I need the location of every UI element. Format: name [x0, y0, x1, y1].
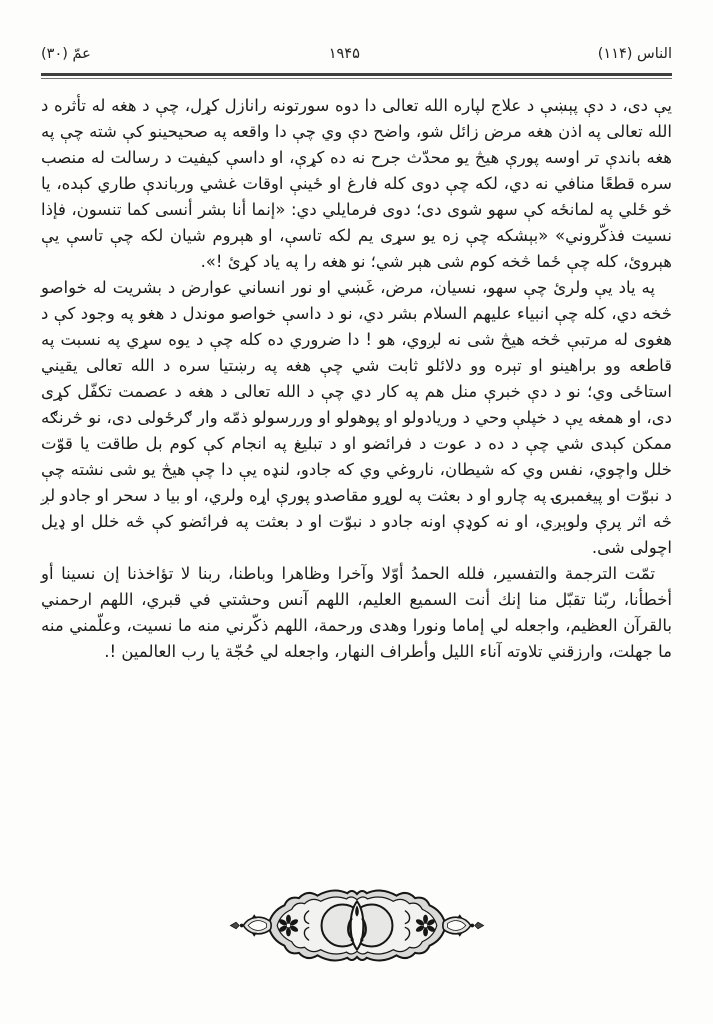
- paragraph-continuation: يې دى، د دې پېښې د علاج لپاره الله تعالى دا دوه سورتونه رانازل کړل، چې د هغه له تأثره د الله تعالى په اذن هغه مرض زائل شو، واضح دې وي چې دا واقعه په صحيحينو کې شته چې په هغه باندې تر اوسه پورې هيڅ يو محدّث جرح نه ده کړې، او داسې کيفيت د رسالت له منصب سره قطعًا منافي نه دي، لکه چې دوى کله فارغ او ځينې اوقات غشي ورباندې طاري کېده، يا څو ځلي په لمانځه کې سهو شوى دى؛ دوى فرمايلي دي: «إنما أنا بشر أنسى كما تنسون، فإذا نسيت فذكّروني» «بېشکه چې زه يو سړى يم لکه تاسې، او هېروم شيان لکه چې تاسې يې هېروئ، کله چې ځما څخه کوم شى هېر شي؛ نو هغه را په ياد کړئ !».: [41, 96, 672, 271]
- arabesque-divider-svg: [228, 877, 486, 974]
- page-header: [41, 46, 672, 62]
- surah-label: الناس (۱۱۴): [597, 46, 672, 62]
- page-number: ۱۹۴۵: [328, 46, 360, 62]
- finial-thorn-bottom: [251, 932, 257, 936]
- paragraph-commentary: په ياد يې ولرئ چې سهو، نسيان، مرض، غَښي او نور انساني عوارض د بشريت له خواصو څخه دي، کله چې انبياء عليهم السلام بشر دي، نو د داسې خواصو موندل د هغو په وجود کې د هغوى له مرتبې څخه هيڅ شى نه لږوي، هو ! دا ضروري ده کله چې د يوه سړي په نسبت په قاطعه وو براهينو او تېره وو دلائلو ثابت شي چې هغه په رښتيا سره د الله تعالى يقيني استاځى وي؛ نو د دې خبرې منل هم په کار دي چې د الله تعالى د هغه د عصمت تکفّل کړى دى، او همغه يې د خپلې وحي د وريادولو او پوهولو او وررسولو ذمّه وار ګرځولى دى، نو څرنګه ممکن کېدى شي چې د ده د عوت د فرائضو او د تبليغ په انجام کې کوم بل طاقت يا قوّت خلل واچوي، نفس وي که شيطان، ناروغي وي که جادو، لنډه يې دا چې هيڅ يو شى نشته چې د نبوّت او پيغمبرۍ په چارو او د بعثت په لوړو مقاصدو پورې اړه ولري، او بيا د سحر او جادو لږ څه اثر پرې ولوېږي، او نه کوډې اونه جادو د نبوّت او د بعثت په فرائضو کې څه خلل او ډيل اچولى شى.: [41, 278, 672, 557]
- divider-thin-line: [41, 78, 672, 79]
- paragraph-closing-prayer: تمّت الترجمة والتفسير، فلله الحمدُ أوّلا وآخرا وظاهرا وباطنا، ربنا لا تؤاخذنا إن نسينا أو أخطأنا، ربّنا تقبّل منا إنك أنت السميع العليم، اللهم آنس وحشتي في قبري، اللهم ارحمني بالقرآن العظيم، واجعله لي إماما ونورا وهدى ورحمة، اللهم ذكّرني منه ما نسيت، وعلّمني منه ما جهلت، وارزقني تلاوته آناء الليل وأطراف النهار، واجعله لي حُجّة يا رب العالمين !.: [41, 564, 672, 661]
- header-divider: [41, 73, 672, 79]
- arabesque-ornament: [228, 877, 486, 974]
- body-text: [41, 93, 672, 665]
- divider-thick-line: [41, 73, 672, 76]
- juz-label: عمّ (۳۰): [41, 46, 91, 62]
- finial-thorn-top: [251, 914, 257, 918]
- mandorla-dot-right: [360, 938, 363, 941]
- mandorla-dot-left: [351, 938, 354, 941]
- finial-diamond: [230, 922, 239, 928]
